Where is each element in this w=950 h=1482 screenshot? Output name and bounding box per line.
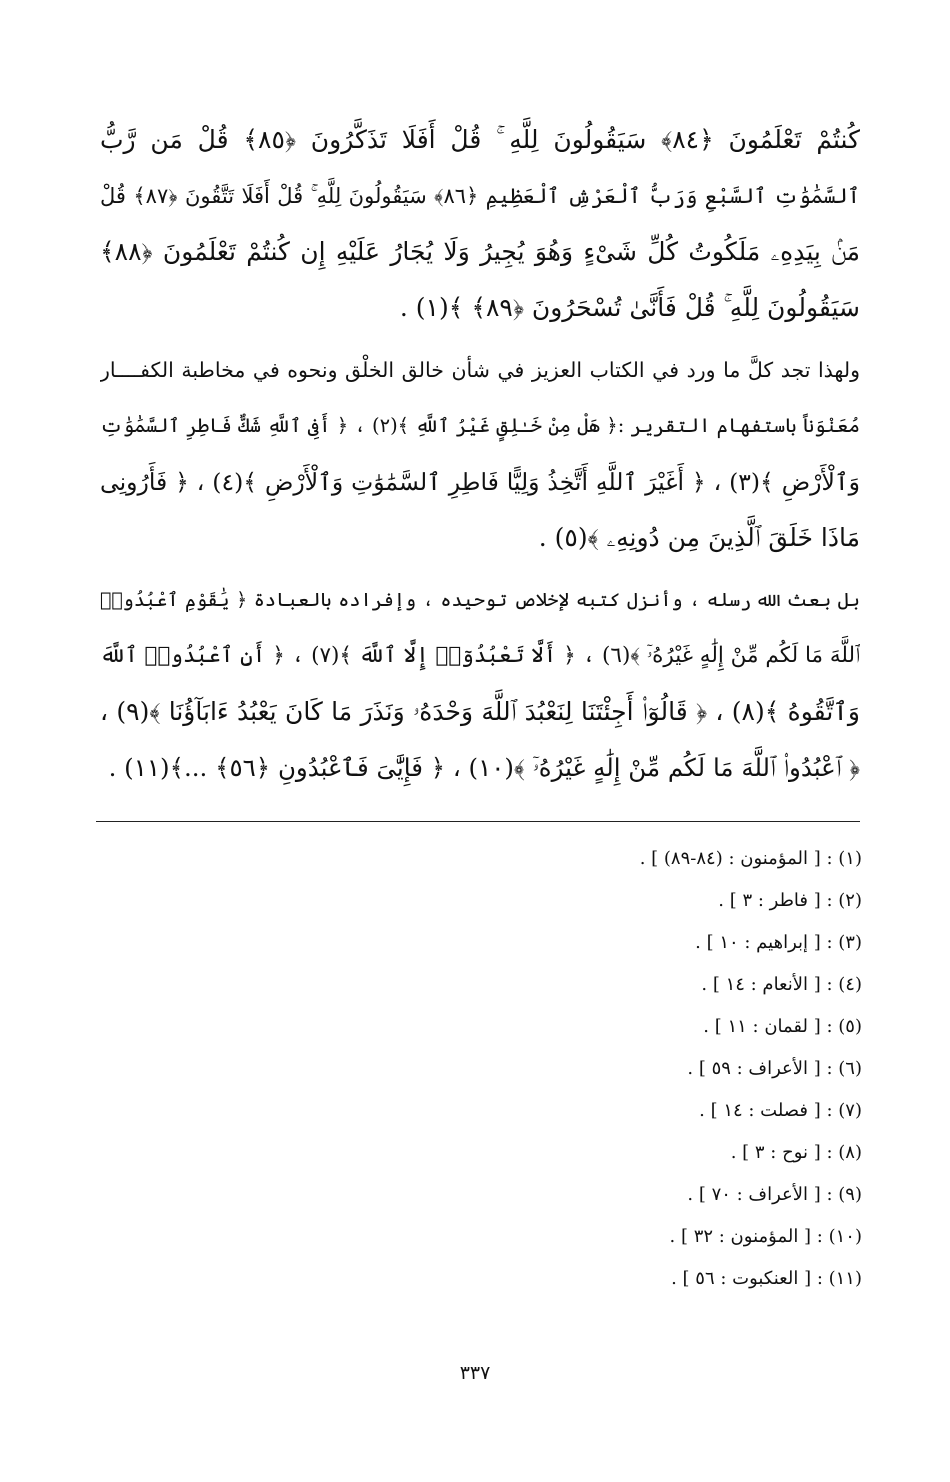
footnote-11: (١١) : [ العنكبوت : ٥٦ ] . xyxy=(671,1268,862,1289)
paragraph-2-line-3: وَٱتَّقُوهُ ﴾(٨) ، ﴿ قَالُوٓا۟ أَجِئْتَنَا لِنَعْبُدَ ٱللَّهَ وَحْدَهُۥ وَنَذَرَ مَا كَانَ يَعْبُدُ ءَابَآؤُنَا ﴾(٩) ، xyxy=(100,697,860,726)
footnotes-list xyxy=(262,838,862,1300)
main-text-block xyxy=(100,112,860,796)
paragraph-2-line-2: ٱللَّهَ مَا لَكُم مِّنْ إِلَٰهٍ غَيْرُهُۥٓ ﴾(٦) ، ﴿ أَلَّا تَعْبُدُوٓا۟ إِلَّا ٱللَّهَ ﴾(٧) ، ﴿ أَنِ ٱعْبُدُوا۟ ٱللَّهَ xyxy=(100,643,860,668)
paragraph-2-line-1: بل بعث الله رسله ، وأنزل كتبه لإخلاص توحيده ، وإفراده بالعبادة ﴿ يَٰقَوْمِ ٱعْبُدُوا۟ xyxy=(100,589,860,611)
quran-line-4: سَيَقُولُونَ لِلَّهِ ۚ قُلْ فَأَنَّىٰ تُسْحَرُونَ ﴿٨٩﴾ ﴾(١) . xyxy=(399,293,860,322)
footnote-9: (٩) : [ الأعراف : ٧٠ ] . xyxy=(687,1184,862,1205)
footnote-4: (٤) : [ الأنعام : ١٤ ] . xyxy=(701,974,862,995)
footnote-10: (١٠) : [ المؤمنون : ٣٢ ] . xyxy=(669,1226,862,1247)
paragraph-1-line-1: ولهذا تجد كلَّ ما ورد في الكتاب العزيز في شأن خالق الخلْق ونحوه في مخاطبة الكفــــار xyxy=(100,358,860,382)
paragraph-2-line-4: ﴿ ٱعْبُدُوا۟ ٱللَّهَ مَا لَكُم مِّنْ إِلَٰهٍ غَيْرُهُۥٓ ﴾(١٠) ، ﴿ فَإِيَّٰىَ فَٱعْبُدُونِ ﴿٥٦﴾ ...﴾(١١) . xyxy=(108,753,860,782)
footnote-7: (٧) : [ فصلت : ١٤ ] . xyxy=(699,1100,862,1121)
footnote-1: (١) : [ المؤمنون : (٨٤-٨٩) ] . xyxy=(639,848,862,869)
footnote-2: (٢) : [ فاطر : ٣ ] . xyxy=(718,890,862,911)
paragraph-1-line-2: مُعَنْوَناً باستفهام التقرير :﴿ هَلْ مِنْ خَـٰلِقٍ غَيْرُ ٱللَّهِ ﴾(٢) ، ﴿ أَفِى ٱللَّهِ شَكٌّ فَاطِرِ ٱلسَّمَٰوَٰتِ xyxy=(100,414,860,437)
footnote-divider xyxy=(96,821,860,822)
page-number: ٣٣٧ xyxy=(459,1362,491,1384)
quran-line-1: كُنتُمْ تَعْلَمُونَ ﴿٨٤﴾ سَيَقُولُونَ لِلَّهِ ۚ قُلْ أَفَلَا تَذَكَّرُونَ ﴿٨٥﴾ قُلْ مَن رَّبُّ xyxy=(100,125,860,154)
quran-line-3: مَنۢ بِيَدِهِۦ مَلَكُوتُ كُلِّ شَىْءٍ وَهُوَ يُجِيرُ وَلَا يُجَارُ عَلَيْهِ إِن كُنتُمْ تَعْلَمُونَ ﴿٨٨﴾ xyxy=(100,237,860,266)
footnote-3: (٣) : [ إبراهيم : ١٠ ] . xyxy=(695,932,862,953)
footnote-8: (٨) : [ نوح : ٣ ] . xyxy=(730,1142,862,1163)
quran-line-2: ٱلسَّمَٰوَٰتِ ٱلسَّبْعِ وَرَبُّ ٱلْعَرْشِ ٱلْعَظِيمِ ﴿٨٦﴾ سَيَقُولُونَ لِلَّهِ ۚ قُلْ أَفَلَا تَتَّقُونَ ﴿٨٧﴾ قُلْ xyxy=(100,184,860,208)
paragraph-1-line-3: وَٱلْأَرْضِ ﴾(٣) ، ﴿ أَغَيْرَ ٱللَّهِ أَتَّخِذُ وَلِيًّا فَاطِرِ ٱلسَّمَٰوَٰتِ وَٱلْأَرْضِ ﴾(٤) ، ﴿ فَأَرُونِى xyxy=(100,468,860,496)
footnote-6: (٦) : [ الأعراف : ٥٩ ] . xyxy=(687,1058,862,1079)
footnote-5: (٥) : [ لقمان : ١١ ] . xyxy=(703,1016,862,1037)
paragraph-1-line-4: مَاذَا خَلَقَ ٱلَّذِينَ مِن دُونِهِۦ ﴾(٥) . xyxy=(538,523,860,552)
